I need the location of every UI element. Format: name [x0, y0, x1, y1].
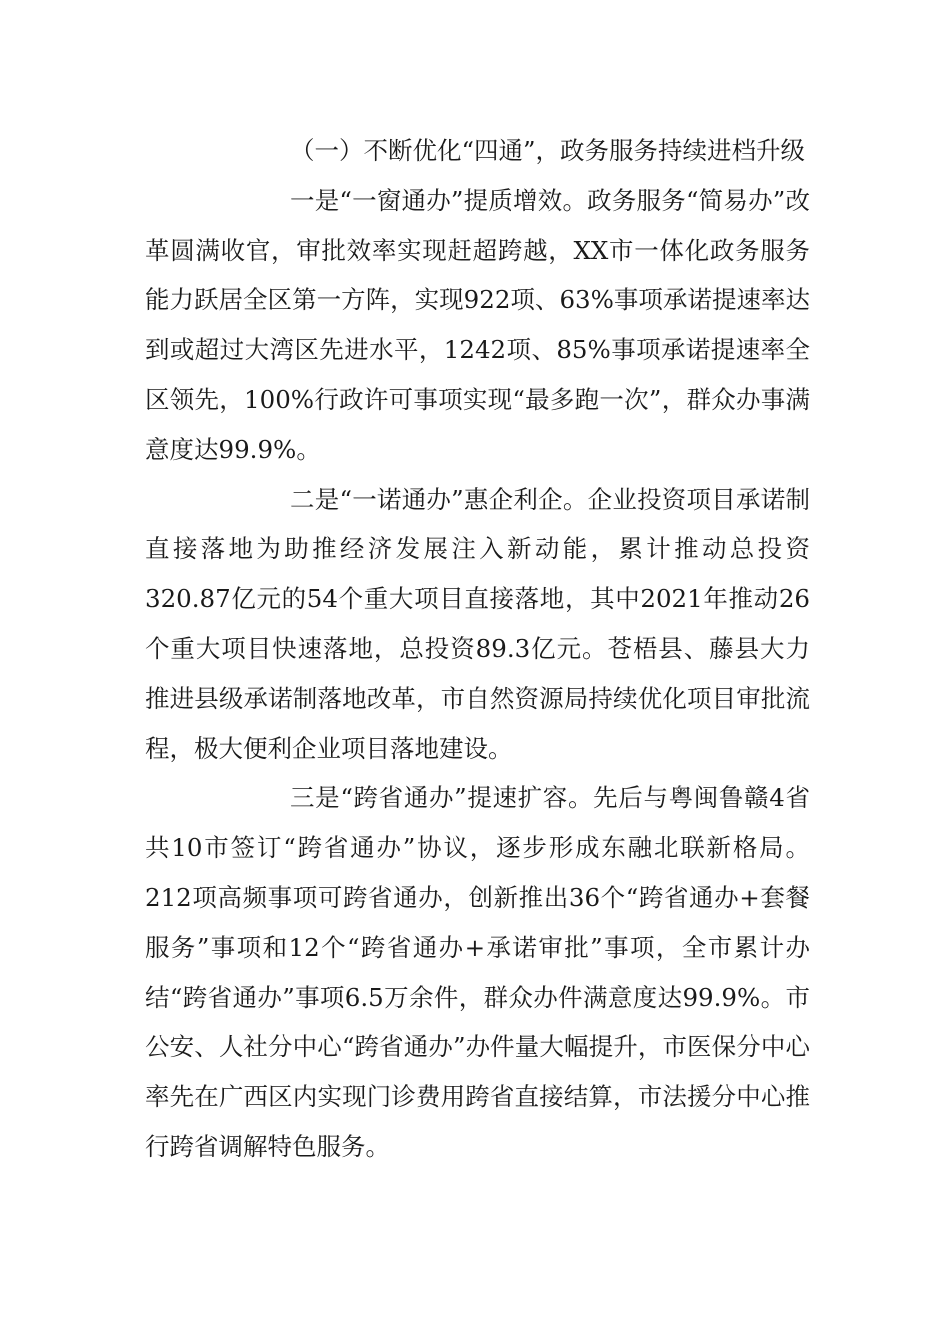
document-page: [145, 126, 810, 1172]
section-heading: （一）不断优化“四通”，政务服务持续进档升级: [290, 136, 806, 165]
paragraph-cross-province: 三是“跨省通办”提速扩容。先后与粤闽鲁赣4省共10市签订“跨省通办”协议，逐步形成东融北联新格局。212项高频事项可跨省通办，创新推出36个“跨省通办+套餐服务”事项和12个“跨省通办+承诺审批”事项，全市累计办结“跨省通办”事项6.5万余件，群众办件满意度达99.9%。市公安、人社分中心“跨省通办”办件量大幅提升，市医保分中心率先在广西区内实现门诊费用跨省直接结算，市法援分中心推行跨省调解特色服务。: [145, 783, 810, 1161]
paragraph-one-window: 一是“一窗通办”提质增效。政务服务“简易办”改革圆满收官，审批效率实现赶超跨越，XX市一体化政务服务能力跃居全区第一方阵，实现922项、63%事项承诺提速率达到或超过大湾区先进水平，1242项、85%事项承诺提速率全区领先，100%行政许可事项实现“最多跑一次”，群众办事满意度达99.9%。: [145, 185, 810, 464]
paragraph-one-promise: 二是“一诺通办”惠企利企。企业投资项目承诺制直接落地为助推经济发展注入新动能，累计推动总投资320.87亿元的54个重大项目直接落地，其中2021年推动26个重大项目快速落地，总投资89.3亿元。苍梧县、藤县大力推进县级承诺制落地改革，市自然资源局持续优化项目审批流程，极大便利企业项目落地建设。: [145, 484, 810, 763]
